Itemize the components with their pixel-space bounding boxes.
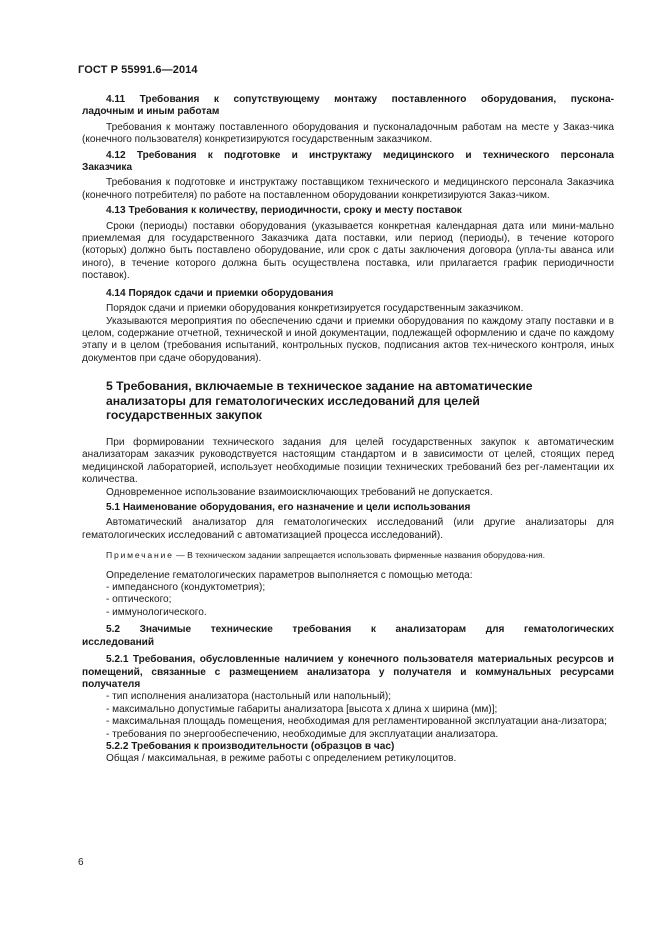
list-item-requirement: - максимально допустимые габариты анализатора [высота х длина х ширина (мм)]; [106, 703, 498, 715]
list-item-requirement: - тип исполнения анализатора (настольный или напольный); [106, 691, 392, 703]
heading-4-14: 4.14 Порядок сдачи и приемки оборудования [106, 287, 334, 299]
section-5-title-line3: государственных закупок [106, 408, 263, 423]
heading-5-2-2: 5.2.2 Требования к производительности (образцов в час) [106, 740, 395, 752]
paragraph-5-intro2: Одновременное использование взаимоисключающих требований не допускается. [106, 486, 493, 498]
list-item-method: - иммунологического. [106, 606, 207, 618]
paragraph-4-11: Требования к монтажу поставленного оборудования и пусконаладочным работам на месте у Заказ-чика (конечного пользователя) конкретизируются государственным заказчиком. [82, 121, 614, 146]
paragraph-4-12: Требования к подготовке и инструктажу поставщиком технического и медицинского персонала Заказчика (конечного потребителя) по работе на поставленном оборудовании конкретизируются Заказ-чиком. [82, 177, 614, 201]
page-content [82, 94, 614, 766]
paragraph-4-13: Сроки (периоды) поставки оборудования (указывается конкретная календарная дата или мини-мально приемлемая для государственного Заказчика дата поставки, или период (периоды), в течение которого (которых) должно быть поставлено оборудование, или срок с даты заключения договора (упла-ты аванса или иного), в течение которого должна быть осуществлена поставка, или прилагается график периодичности поставок). [82, 220, 614, 282]
section-5-title [106, 379, 614, 423]
note-5-1 [82, 550, 614, 562]
heading-5-1: 5.1 Наименование оборудования, его назначение и цели использования [106, 501, 471, 513]
paragraph-5-intro: При формировании технического задания для целей государственных закупок к автоматическим анализаторам заказчик руководствуется настоящим стандартом и в зависимости от целей, стоящих перед медицинской лабораторией, использует необходимые позиции технических требований без рег-ламентации их количества. [82, 436, 614, 486]
heading-4-11-line2: ладочным и иным работам [82, 106, 220, 118]
page-number: 6 [78, 857, 84, 868]
heading-4-12-line1: 4.12 Требования к подготовке и инструктажу медицинского и технического персонала [106, 149, 614, 161]
heading-5-2-1: 5.2.1 Требования, обусловленные наличием у конечного пользователя материальных ресурсов и помещений, связанные с размещением анализатора у получателя и коммунальных ресурсами получателя [82, 654, 614, 690]
list-item-requirement: - требования по энергообеспечению, необходимые для эксплуатации анализатора. [106, 728, 499, 740]
paragraph-5-1: Автоматический анализатор для гематологических исследований (или другие анализаторы для гематологических исследований с автоматизацией процесса исследований). [82, 517, 614, 541]
list-item-requirement: - максимальная площадь помещения, необходимая для регламентированной эксплуатации ана-лизатора; [106, 716, 607, 728]
paragraph-4-14-2: Указываются мероприятия по обеспечению сдачи и приемки оборудования по каждому этапу поставки и в целом, содержание отчетной, технической и иной документации, подлежащей оформлению и сдаче по каждому этапу и в целом (требования испытаний, контрольных пусков, подписания актов тех-нического контроля, иных документов при сдаче оборудования). [82, 315, 614, 364]
note-label: Примечание [106, 550, 174, 561]
heading-4-12-line2: Заказчика [82, 162, 133, 174]
section-5-title-line2: анализаторы для гематологических исследований для целей [106, 393, 480, 408]
paragraph-methods-intro: Определение гематологических параметров выполняется с помощью метода: [106, 569, 473, 581]
heading-5-2-line2: исследований [82, 636, 155, 648]
list-item-method: - оптического; [106, 594, 172, 606]
heading-4-13: 4.13 Требования к количеству, периодичности, сроку и месту поставок [106, 205, 462, 217]
document-header: ГОСТ Р 55991.6—2014 [78, 64, 198, 76]
heading-4-11-line1: 4.11 Требования к сопутствующему монтажу поставленного оборудования, пускона- [106, 94, 614, 105]
list-item-method: - импедансного (кондуктометрия); [106, 582, 266, 594]
paragraph-5-2-2: Общая / максимальная, в режиме работы с определением ретикулоцитов. [106, 753, 457, 765]
heading-5-2-line1: 5.2 Значимые технические требования к анализаторам для гематологических [106, 624, 614, 636]
section-5-title-line1: 5 Требования, включаемые в техническое задание на автоматические [106, 379, 533, 394]
paragraph-4-14-1: Порядок сдачи и приемки оборудования конкретизируется государственным заказчиком. [106, 303, 524, 315]
note-text: — В техническом задании запрещается использовать фирменные названия оборудова-ния. [173, 550, 546, 561]
